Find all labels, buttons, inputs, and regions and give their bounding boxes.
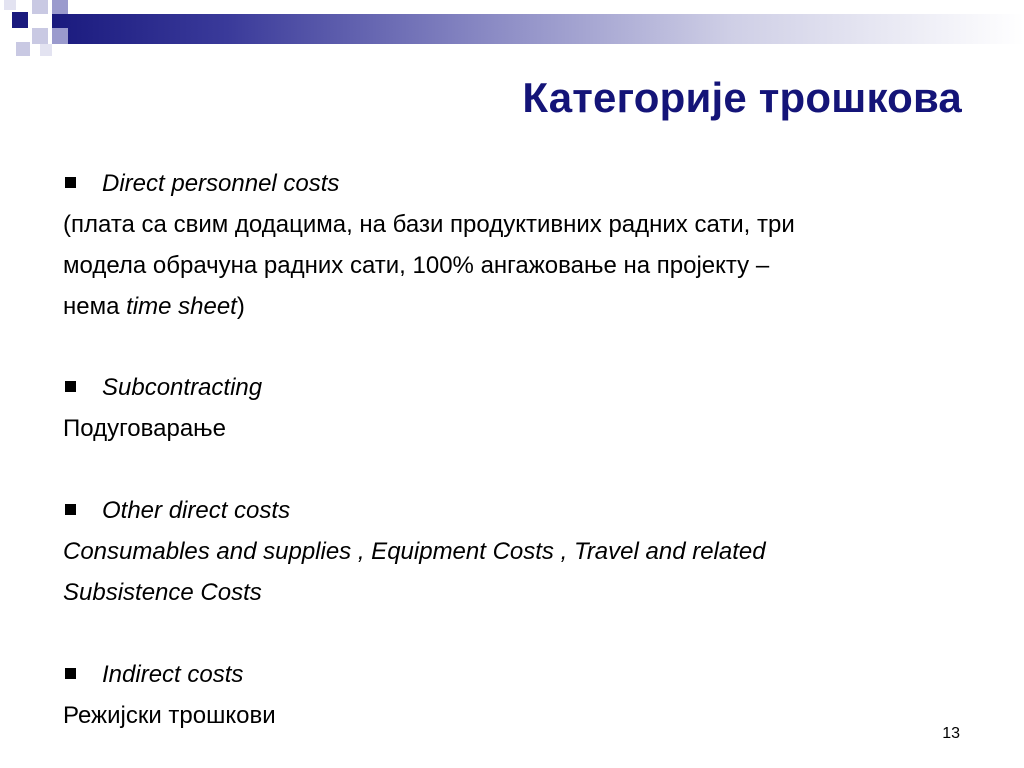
square-bullet-icon	[65, 504, 76, 515]
bullet-indirect-costs	[63, 660, 243, 690]
body-line: Режијски трошкови	[63, 702, 276, 729]
bullet-subcontracting	[63, 373, 262, 403]
bullet-other-direct-costs	[63, 496, 290, 526]
body-line-time-sheet	[63, 292, 245, 322]
bullet-heading: Other direct costs	[102, 497, 291, 524]
slide-title: Категорије трошкова	[522, 74, 962, 121]
square-bullet-icon	[65, 381, 76, 392]
page-number: 13	[942, 725, 960, 742]
text-fragment-italic: time sheet	[126, 293, 237, 320]
bullet-direct-personnel-costs	[63, 169, 339, 199]
decor-square	[32, 28, 48, 44]
decor-square	[32, 0, 48, 14]
decor-square	[52, 28, 68, 44]
bullet-heading: Indirect costs	[102, 661, 244, 688]
square-bullet-icon	[65, 177, 76, 188]
body-line: Subsistence Costs	[63, 579, 262, 606]
square-bullet-icon	[65, 668, 76, 679]
bullet-heading: Subcontracting	[102, 374, 263, 401]
text-fragment: нема	[63, 293, 127, 320]
text-fragment: )	[236, 293, 245, 320]
decor-square	[16, 42, 30, 56]
decor-square	[40, 44, 52, 56]
body-line: Подуговарање	[63, 415, 227, 442]
body-line: (плата са свим додацима, на бази продуктивних радних сати, три	[63, 211, 795, 238]
body-line: Consumables and supplies , Equipment Costs , Travel and related	[63, 538, 766, 565]
body-line: модела обрачуна радних сати, 100% ангажовање на пројекту –	[63, 252, 770, 279]
header-gradient-bar	[52, 14, 1024, 44]
decor-square	[52, 0, 68, 14]
decor-square	[12, 12, 28, 28]
bullet-heading: Direct personnel costs	[102, 170, 340, 197]
decor-square	[4, 0, 16, 10]
